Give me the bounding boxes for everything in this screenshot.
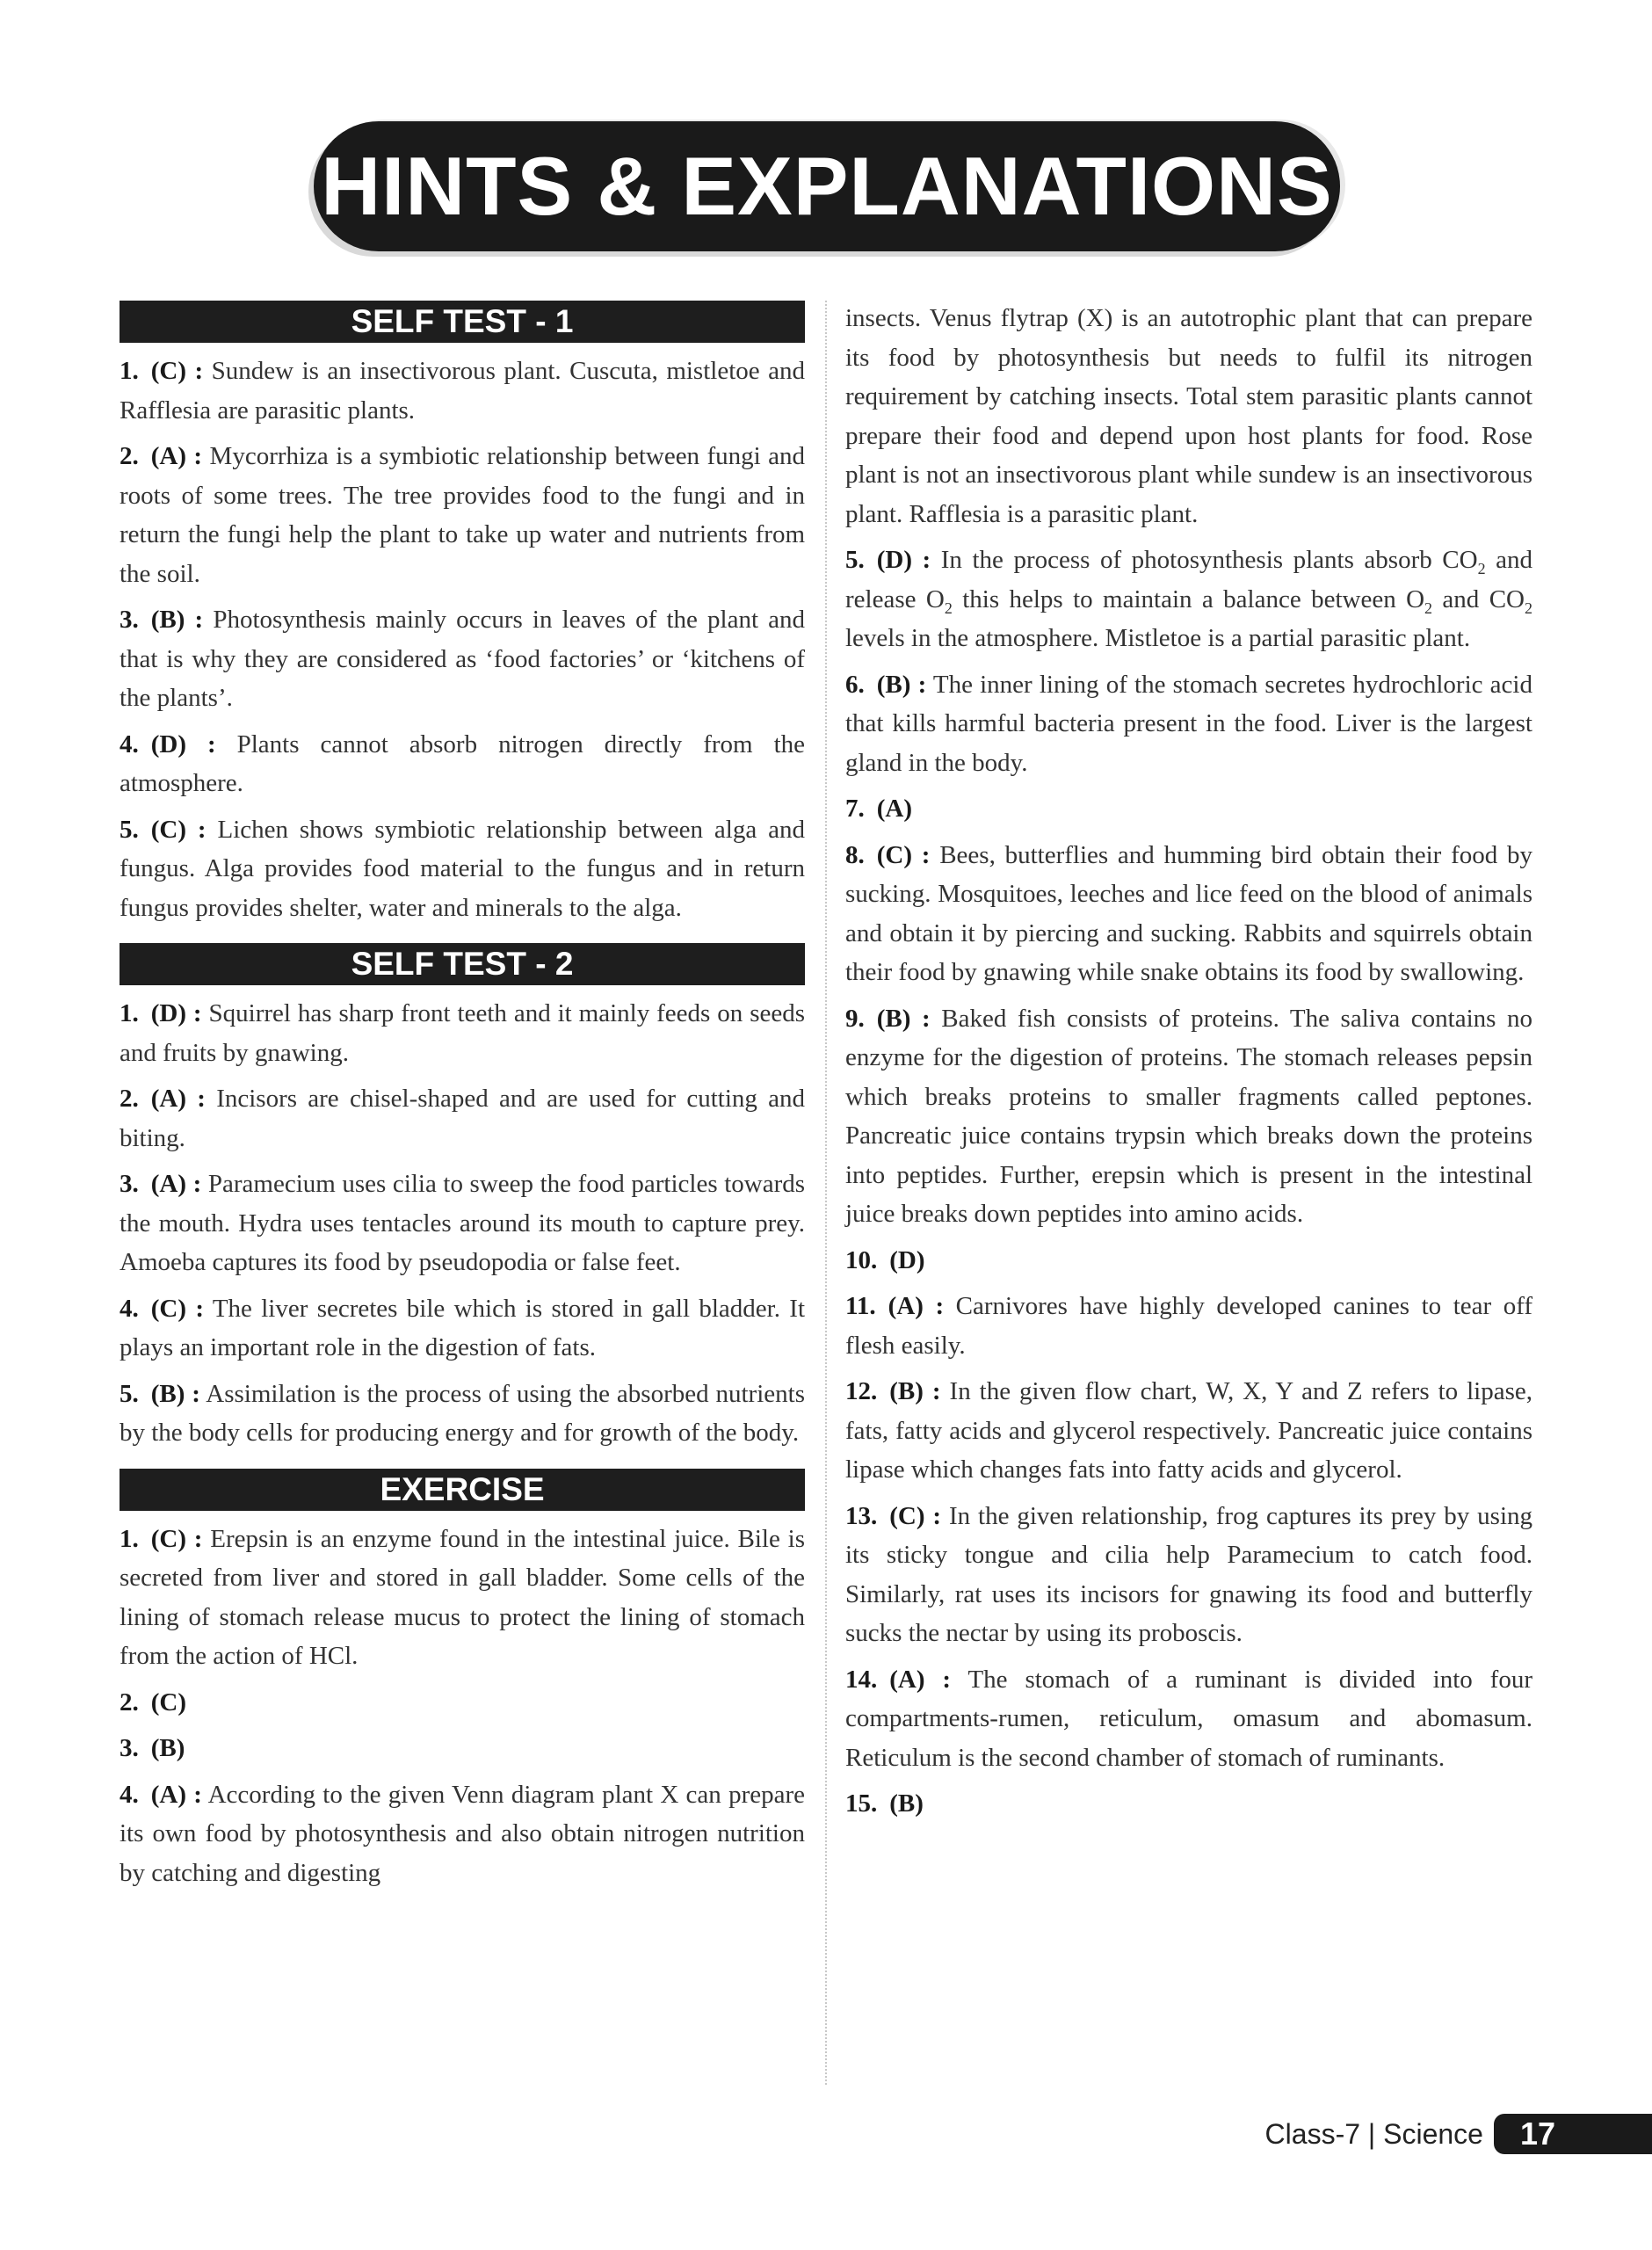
answer-option: (A) : [150,1170,202,1198]
exercise-item-4-continued: insects. Venus flytrap (X) is an autotrophic plant that can prepare its food by photosynthesis but needs to fulfil its nitrogen requirement by catching insects. Total stem parasitic plants cannot prepare their food and depend upon host plants for food. Rose plant is not an insectivorous plant while sundew is an insectivorous plant. Rafflesia is a parasitic plant. [845,304,1532,528]
answer-item [845,1660,1532,1778]
answer-item [845,1241,1532,1281]
answer-option: (B) [889,1789,924,1818]
question-number: 13. [845,1501,878,1530]
answer-option: (D) [889,1245,925,1274]
answer-item [845,1497,1532,1653]
answer-item [845,836,1532,992]
page-banner [314,121,1340,251]
column-divider [825,301,827,2085]
explanation-text: In the given flow chart, W, X, Y and Z refers to lipase, fats, fatty acids and glycerol respectively. Pancreatic juice contains lipase which changes fats into fatty acids and glycerol. [845,1377,1533,1484]
right-column [845,299,1532,1831]
question-number: 3. [120,606,139,634]
answer-item [120,1375,805,1453]
question-number: 8. [845,840,865,869]
explanation-text: The liver secretes bile which is stored in gall bladder. It plays an important role in the digestion of fats. [120,1294,806,1361]
answer-item [845,999,1532,1234]
question-number: 5. [120,1379,139,1408]
answer-option: (A) : [150,442,203,470]
explanation-text: The stomach of a ruminant is divided into four compartments-rumen, reticulum, omasum and abomasum. Reticulum is the second chamber of stomach of ruminants. [845,1665,1532,1772]
answer-option: (B) : [889,1377,941,1405]
question-number: 4. [120,1780,139,1809]
question-number: 4. [120,1294,139,1323]
question-number: 1. [120,357,139,385]
question-number: 14. [845,1665,878,1694]
self-test-2-list [120,994,805,1453]
explanation-text: Sundew is an insectivorous plant. Cuscuta, mistletoe and Rafflesia are parasitic plants. [120,357,805,425]
answer-item [845,789,1532,829]
explanation-text: Erepsin is an enzyme found in the intestinal juice. Bile is secreted from liver and stored in gall bladder. Some cells of the lining of stomach release mucus to protect the lining of stomach from the action of HCl. [120,1524,805,1670]
explanation-text: Paramecium uses cilia to sweep the food particles towards the mouth. Hydra uses tentacles around its mouth to capture prey. Amoeba captures its food by pseudopodia or false feet. [120,1170,806,1276]
answer-option: (C) : [876,840,931,869]
answer-option: (A) : [888,1292,945,1320]
answer-option: (C) [150,1688,187,1717]
explanation-text: Lichen shows symbiotic relationship between alga and fungus. Alga provides food material to the fungus and in return fungus provides shelter, water and minerals to the alga. [120,815,806,922]
answer-item [120,352,805,430]
explanation-text: The inner lining of the stomach secretes hydrochloric acid that kills harmful bacteria present in the food. Liver is the largest gland in the body. [845,670,1532,777]
answer-option: (C) : [150,1524,203,1553]
answer-item [845,665,1532,783]
answer-item [120,1729,805,1768]
explanation-text: Incisors are chisel-shaped and are used for cutting and biting. [120,1085,806,1152]
question-number: 2. [120,442,139,470]
answer-item [845,1287,1532,1365]
answer-option: (D) : [150,999,202,1027]
answer-option: (C) : [150,815,206,844]
question-number: 9. [845,1004,865,1033]
explanation-text: In the given relationship, frog captures its prey by using its sticky tongue and cilia help Paramecium to catch food. Similarly, rat uses its incisors for gnawing its food and butterfly sucks the nectar by using its proboscis. [845,1501,1532,1647]
answer-item [120,1520,805,1676]
footer-label: Class-7 | Science [1264,2117,1483,2150]
answer-option: (C) : [150,357,204,385]
question-number: 15. [845,1789,878,1818]
question-number: 3. [120,1734,139,1762]
answer-item [120,437,805,593]
answer-item [120,725,805,803]
section-heading-self-test-1: SELF TEST - 1 [120,301,805,343]
explanation-text: Carnivores have highly developed canines to tear off flesh easily. [845,1292,1532,1360]
answer-option: (A) : [889,1665,952,1694]
question-number: 7. [845,795,865,823]
answer-item [120,810,805,928]
answer-option: (B) : [150,606,204,634]
question-number: 11. [845,1292,876,1320]
page-footer [1265,2114,1652,2154]
answer-option: (A) : [150,1085,206,1113]
answer-option: (A) : [150,1780,202,1809]
answer-option: (B) [150,1734,185,1762]
answer-option: (B) : [150,1379,200,1408]
page-number: 17 [1494,2114,1652,2154]
answer-item [120,1775,805,1893]
explanation-text: Photosynthesis mainly occurs in leaves of the plant and that is why they are considered as ‘food factories’ or ‘kitchens of the plants’. [120,606,805,712]
answer-option: (D) : [150,729,216,758]
explanation-text: Squirrel has sharp front teeth and it mainly feeds on seeds and fruits by gnawing. [120,999,806,1067]
answer-item [120,1079,805,1158]
question-number: 2. [120,1688,139,1717]
answer-item [120,600,805,718]
self-test-1-list [120,352,805,927]
question-number: 2. [120,1085,139,1113]
answer-item [120,1289,805,1368]
exercise-list-left [120,1520,805,1893]
explanation-text: According to the given Venn diagram plant X can prepare its own food by photosynthesis and also obtain nitrogen nutrition by catching and digesting [120,1780,805,1887]
answer-option: (B) : [876,1004,931,1033]
page-title: HINTS & EXPLANATIONS [321,140,1333,232]
answer-option: (C) : [150,1294,204,1323]
answer-option: (B) : [876,670,927,699]
section-heading-exercise: EXERCISE [120,1469,805,1511]
answer-item [120,1683,805,1723]
explanation-text: Plants cannot absorb nitrogen directly from the atmosphere. [120,729,806,797]
exercise-item-5: 5. (D) : In the process of photosynthesis plants absorb $CO_2$ and release $O_2$ this helps to maintain a balance between $O_2$ and $CO_2$ levels in the atmosphere. Mistletoe is a partial parasitic plant. [845,546,1532,652]
answer-item [120,994,805,1072]
section-heading-self-test-2: SELF TEST - 2 [120,943,805,985]
explanation-text: Mycorrhiza is a symbiotic relationship between fungi and roots of some trees. The tree provides food to the fungi and in return the fungi help the plant to take up water and nutrients from the soil. [120,442,805,588]
explanation-text: Baked fish consists of proteins. The saliva contains no enzyme for the digestion of proteins. The stomach releases pepsin which breaks proteins to smaller fragments called peptones. Pancreatic juice contains trypsin which breaks down the proteins into peptides. Further, erepsin which is present in the intestinal juice breaks down peptides into amino acids. [845,1004,1533,1228]
answer-option: (C) : [889,1501,942,1530]
answer-item [845,1372,1532,1490]
question-number: 1. [120,999,139,1027]
question-number: 12. [845,1377,878,1405]
explanation-text: Assimilation is the process of using the absorbed nutrients by the body cells for producing energy and for growth of the body. [120,1379,805,1447]
left-column [120,299,805,1899]
question-number: 10. [845,1245,878,1274]
answer-option: (A) [876,795,913,823]
question-number: 5. [120,815,139,844]
explanation-text: Bees, butterflies and humming bird obtain their food by sucking. Mosquitoes, leeches and lice feed on the blood of animals and obtain it by piercing and sucking. Rabbits and squirrels obtain their food by gnawing while snake obtains its food by swallowing. [845,840,1533,986]
exercise-list-right [845,665,1532,1824]
question-number: 1. [120,1524,139,1553]
question-number: 6. [845,670,865,699]
question-number: 4. [120,729,139,758]
answer-item [845,1784,1532,1824]
question-number: 3. [120,1170,139,1198]
answer-item [120,1165,805,1282]
